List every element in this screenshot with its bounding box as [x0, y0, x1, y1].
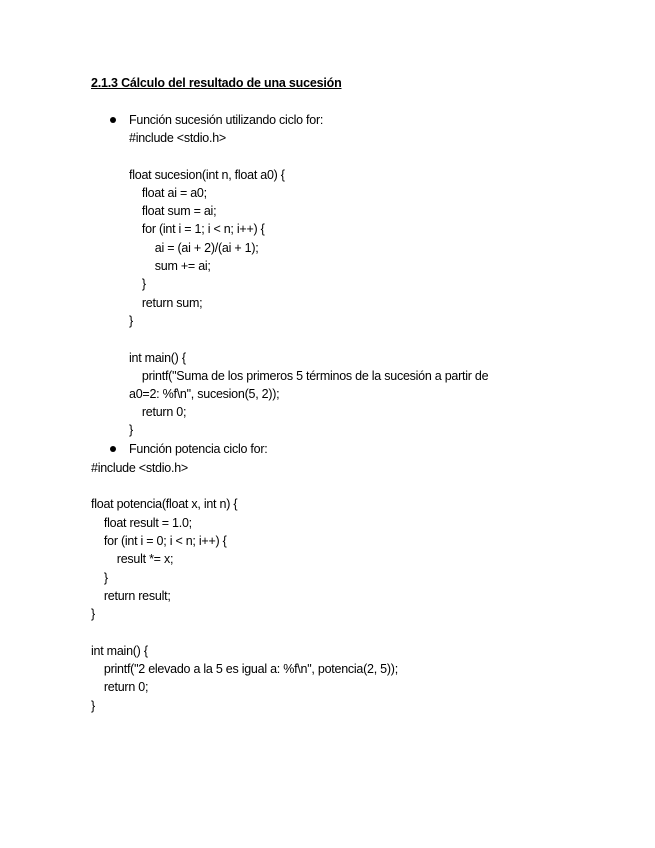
bullet-marker [110, 446, 116, 452]
code-line: int main() { [129, 351, 186, 365]
bullet-label-potencia: Función potencia ciclo for: [129, 442, 268, 456]
code-line: #include <stdio.h> [91, 461, 188, 475]
code-line: float result = 1.0; [91, 516, 192, 530]
bullet-marker [110, 117, 116, 123]
code-line: sum += ai; [129, 259, 211, 273]
code-line: printf("2 elevado a la 5 es igual a: %f\n", potencia(2, 5)); [91, 662, 398, 676]
section-heading: 2.1.3 Cálculo del resultado de una sucesión [91, 76, 342, 90]
code-line: return 0; [129, 405, 187, 419]
code-line: return sum; [129, 296, 203, 310]
code-line: for (int i = 0; i < n; i++) { [91, 534, 227, 548]
bullet-label-sucesion: Función sucesión utilizando ciclo for: [129, 113, 324, 127]
code-line: printf("Suma de los primeros 5 términos de la sucesión a partir de [129, 369, 489, 383]
code-line: } [91, 571, 108, 585]
code-line: ai = (ai + 2)/(ai + 1); [129, 241, 259, 255]
code-line: return 0; [91, 680, 149, 694]
code-line: float potencia(float x, int n) { [91, 497, 238, 511]
code-line: } [91, 699, 95, 713]
code-line: float sucesion(int n, float a0) { [129, 168, 285, 182]
code-line: int main() { [91, 644, 148, 658]
code-line: } [129, 314, 133, 328]
code-line: a0=2: %f\n", sucesion(5, 2)); [129, 387, 280, 401]
code-line: } [91, 607, 95, 621]
code-line: for (int i = 1; i < n; i++) { [129, 222, 265, 236]
code-line: float sum = ai; [129, 204, 217, 218]
code-line: #include <stdio.h> [129, 131, 226, 145]
code-line: return result; [91, 589, 171, 603]
code-line: } [129, 277, 146, 291]
code-line: float ai = a0; [129, 186, 207, 200]
code-line: } [129, 423, 133, 437]
code-line: result *= x; [91, 552, 174, 566]
